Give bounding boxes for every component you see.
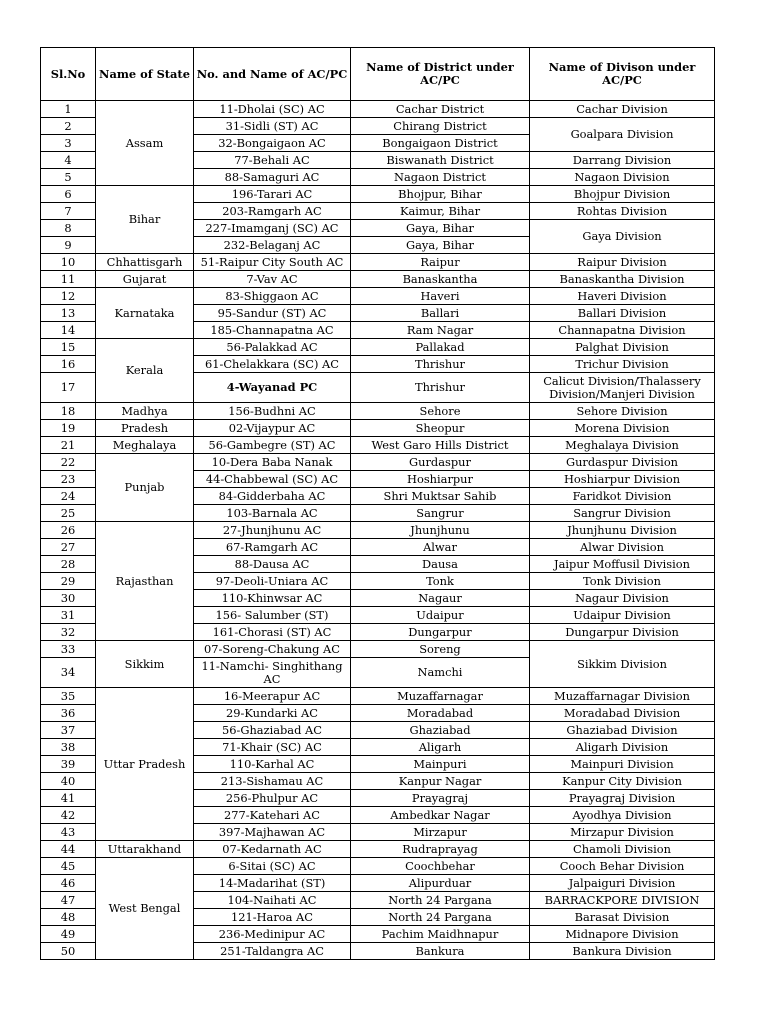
- division-cell: Chamoli Division: [530, 841, 715, 858]
- ac-cell: 56-Palakkad AC: [194, 339, 351, 356]
- division-cell: Udaipur Division: [530, 607, 715, 624]
- ac-cell: 56-Gambegre (ST) AC: [194, 437, 351, 454]
- ac-cell: 6-Sitai (SC) AC: [194, 858, 351, 875]
- state-cell: Kerala: [96, 339, 194, 403]
- sl-cell: 27: [41, 539, 96, 556]
- district-cell: Muzaffarnagar: [351, 688, 530, 705]
- division-cell: Faridkot Division: [530, 488, 715, 505]
- table-row: [41, 271, 715, 288]
- sl-cell: 50: [41, 943, 96, 960]
- sl-cell: 22: [41, 454, 96, 471]
- district-cell: Udaipur: [351, 607, 530, 624]
- district-cell: Sangrur: [351, 505, 530, 522]
- division-cell: Tonk Division: [530, 573, 715, 590]
- district-cell: Alwar: [351, 539, 530, 556]
- ac-cell: 104-Naihati AC: [194, 892, 351, 909]
- ac-cell: 121-Haroa AC: [194, 909, 351, 926]
- district-cell: Haveri: [351, 288, 530, 305]
- ac-cell: 7-Vav AC: [194, 271, 351, 288]
- ac-cell: 71-Khair (SC) AC: [194, 739, 351, 756]
- table-row: [41, 186, 715, 203]
- division-cell: Trichur Division: [530, 356, 715, 373]
- ac-cell: 16-Meerapur AC: [194, 688, 351, 705]
- sl-cell: 26: [41, 522, 96, 539]
- state-cell: Uttar Pradesh: [96, 688, 194, 841]
- district-cell: Cachar District: [351, 101, 530, 118]
- ac-cell: 14-Madarihat (ST): [194, 875, 351, 892]
- state-cell: Bihar: [96, 186, 194, 254]
- sl-cell: 49: [41, 926, 96, 943]
- state-cell: Gujarat: [96, 271, 194, 288]
- division-cell: Banaskantha Division: [530, 271, 715, 288]
- sl-cell: 35: [41, 688, 96, 705]
- division-cell: Sehore Division: [530, 403, 715, 420]
- sl-cell: 46: [41, 875, 96, 892]
- division-cell: Alwar Division: [530, 539, 715, 556]
- division-cell: Nagaur Division: [530, 590, 715, 607]
- ac-cell: 161-Chorasi (ST) AC: [194, 624, 351, 641]
- district-cell: Ram Nagar: [351, 322, 530, 339]
- district-cell: Gaya, Bihar: [351, 220, 530, 237]
- ac-cell: 32-Bongaigaon AC: [194, 135, 351, 152]
- table-row: [41, 403, 715, 420]
- table-row: [41, 454, 715, 471]
- district-cell: Biswanath District: [351, 152, 530, 169]
- district-cell: Dungarpur: [351, 624, 530, 641]
- district-cell: Aligarh: [351, 739, 530, 756]
- sl-cell: 21: [41, 437, 96, 454]
- ac-cell: 56-Ghaziabad AC: [194, 722, 351, 739]
- division-cell: Nagaon Division: [530, 169, 715, 186]
- sl-cell: 31: [41, 607, 96, 624]
- division-cell: Mainpuri Division: [530, 756, 715, 773]
- sl-cell: 40: [41, 773, 96, 790]
- ac-cell: 156- Salumber (ST): [194, 607, 351, 624]
- sl-cell: 41: [41, 790, 96, 807]
- district-cell: North 24 Pargana: [351, 892, 530, 909]
- ac-cell: 95-Sandur (ST) AC: [194, 305, 351, 322]
- district-cell: Nagaur: [351, 590, 530, 607]
- sl-cell: 36: [41, 705, 96, 722]
- state-cell: Assam: [96, 101, 194, 186]
- ac-cell: 88-Dausa AC: [194, 556, 351, 573]
- state-cell: Punjab: [96, 454, 194, 522]
- ac-cell: 67-Ramgarh AC: [194, 539, 351, 556]
- header-state: Name of State: [96, 48, 194, 101]
- table-row: [41, 437, 715, 454]
- state-cell: Uttarakhand: [96, 841, 194, 858]
- sl-cell: 38: [41, 739, 96, 756]
- district-cell: Kaimur, Bihar: [351, 203, 530, 220]
- sl-cell: 37: [41, 722, 96, 739]
- district-cell: Mainpuri: [351, 756, 530, 773]
- ac-cell: 227-Imamganj (SC) AC: [194, 220, 351, 237]
- division-cell: Jhunjhunu Division: [530, 522, 715, 539]
- division-cell: Sangrur Division: [530, 505, 715, 522]
- ac-cell: 103-Barnala AC: [194, 505, 351, 522]
- ac-cell: 110-Karhal AC: [194, 756, 351, 773]
- division-cell: Haveri Division: [530, 288, 715, 305]
- district-cell: West Garo Hills District: [351, 437, 530, 454]
- district-cell: Mirzapur: [351, 824, 530, 841]
- state-cell: Meghalaya: [96, 437, 194, 454]
- ac-cell: 232-Belaganj AC: [194, 237, 351, 254]
- sl-cell: 23: [41, 471, 96, 488]
- ac-cell: 07-Soreng-Chakung AC: [194, 641, 351, 658]
- table-row: [41, 522, 715, 539]
- ac-cell: 251-Taldangra AC: [194, 943, 351, 960]
- district-cell: Nagaon District: [351, 169, 530, 186]
- ac-cell: 02-Vijaypur AC: [194, 420, 351, 437]
- division-line-2: Division/Manjeri Division: [549, 386, 695, 401]
- ac-cell: 4-Wayanad PC: [194, 373, 351, 403]
- sl-cell: 13: [41, 305, 96, 322]
- ac-cell: 397-Majhawan AC: [194, 824, 351, 841]
- sl-cell: 8: [41, 220, 96, 237]
- sl-cell: 18: [41, 403, 96, 420]
- division-cell: Cooch Behar Division: [530, 858, 715, 875]
- division-cell: Bhojpur Division: [530, 186, 715, 203]
- division-cell: Sikkim Division: [530, 641, 715, 688]
- district-cell: Coochbehar: [351, 858, 530, 875]
- table-row: [41, 688, 715, 705]
- district-cell: Ambedkar Nagar: [351, 807, 530, 824]
- district-cell: Moradabad: [351, 705, 530, 722]
- ac-cell: 277-Katehari AC: [194, 807, 351, 824]
- district-cell: Pachim Maidhnapur: [351, 926, 530, 943]
- district-cell: Kanpur Nagar: [351, 773, 530, 790]
- table-row: [41, 841, 715, 858]
- division-cell: Kanpur City Division: [530, 773, 715, 790]
- sl-cell: 44: [41, 841, 96, 858]
- ac-cell: 236-Medinipur AC: [194, 926, 351, 943]
- header-division: Name of Divison under AC/PC: [530, 48, 715, 101]
- sl-cell: 6: [41, 186, 96, 203]
- table-row: [41, 254, 715, 271]
- header-ac-pc: No. and Name of AC/PC: [194, 48, 351, 101]
- division-cell: Rohtas Division: [530, 203, 715, 220]
- division-cell: Moradabad Division: [530, 705, 715, 722]
- district-cell: Gaya, Bihar: [351, 237, 530, 254]
- sl-cell: 42: [41, 807, 96, 824]
- sl-cell: 1: [41, 101, 96, 118]
- sl-cell: 12: [41, 288, 96, 305]
- table-header-row: [41, 48, 715, 101]
- sl-cell: 32: [41, 624, 96, 641]
- state-cell: Karnataka: [96, 288, 194, 339]
- table-row: [41, 339, 715, 356]
- division-cell: Barasat Division: [530, 909, 715, 926]
- sl-cell: 29: [41, 573, 96, 590]
- division-line-1: Calicut Division/Thalassery: [543, 373, 701, 388]
- division-cell: Meghalaya Division: [530, 437, 715, 454]
- division-cell: Raipur Division: [530, 254, 715, 271]
- district-cell: Sheopur: [351, 420, 530, 437]
- division-cell: Muzaffarnagar Division: [530, 688, 715, 705]
- ac-cell: 31-Sidli (ST) AC: [194, 118, 351, 135]
- district-cell: Ghaziabad: [351, 722, 530, 739]
- state-cell: Pradesh: [96, 420, 194, 437]
- district-cell: North 24 Pargana: [351, 909, 530, 926]
- ac-cell: 185-Channapatna AC: [194, 322, 351, 339]
- district-cell: Banaskantha: [351, 271, 530, 288]
- ac-cell: 11-Dholai (SC) AC: [194, 101, 351, 118]
- division-cell: Ayodhya Division: [530, 807, 715, 824]
- division-cell: Cachar Division: [530, 101, 715, 118]
- division-cell: Morena Division: [530, 420, 715, 437]
- sl-cell: 15: [41, 339, 96, 356]
- sl-cell: 2: [41, 118, 96, 135]
- table-row: [41, 101, 715, 118]
- ac-cell: 84-Gidderbaha AC: [194, 488, 351, 505]
- sl-cell: 34: [41, 658, 96, 688]
- sl-cell: 39: [41, 756, 96, 773]
- district-cell: Sehore: [351, 403, 530, 420]
- sl-cell: 30: [41, 590, 96, 607]
- division-cell: Ghaziabad Division: [530, 722, 715, 739]
- sl-cell: 14: [41, 322, 96, 339]
- table-row: [41, 641, 715, 658]
- sl-cell: 19: [41, 420, 96, 437]
- sl-cell: 16: [41, 356, 96, 373]
- sl-cell: 43: [41, 824, 96, 841]
- division-cell: Ballari Division: [530, 305, 715, 322]
- ac-cell: 77-Behali AC: [194, 152, 351, 169]
- district-cell: Rudraprayag: [351, 841, 530, 858]
- ac-cell: 213-Sishamau AC: [194, 773, 351, 790]
- ac-cell: 256-Phulpur AC: [194, 790, 351, 807]
- district-cell: Shri Muktsar Sahib: [351, 488, 530, 505]
- division-cell: [530, 373, 715, 403]
- district-cell: Gurdaspur: [351, 454, 530, 471]
- ac-cell: 83-Shiggaon AC: [194, 288, 351, 305]
- bye-election-table: [40, 47, 715, 960]
- state-cell: Sikkim: [96, 641, 194, 688]
- sl-cell: 47: [41, 892, 96, 909]
- division-cell: Bankura Division: [530, 943, 715, 960]
- table-row: [41, 420, 715, 437]
- sl-cell: 48: [41, 909, 96, 926]
- ac-cell: 07-Kedarnath AC: [194, 841, 351, 858]
- sl-cell: 17: [41, 373, 96, 403]
- state-cell: Chhattisgarh: [96, 254, 194, 271]
- ac-cell: 11-Namchi- Singhithang AC: [194, 658, 351, 688]
- header-district: Name of District under AC/PC: [351, 48, 530, 101]
- ac-cell: 29-Kundarki AC: [194, 705, 351, 722]
- sl-cell: 25: [41, 505, 96, 522]
- division-cell: Jaipur Moffusil Division: [530, 556, 715, 573]
- state-cell: Rajasthan: [96, 522, 194, 641]
- district-cell: Jhunjhunu: [351, 522, 530, 539]
- header-sl-no: Sl.No: [41, 48, 96, 101]
- ac-cell: 97-Deoli-Uniara AC: [194, 573, 351, 590]
- ac-cell: 10-Dera Baba Nanak: [194, 454, 351, 471]
- division-cell: Aligarh Division: [530, 739, 715, 756]
- sl-cell: 45: [41, 858, 96, 875]
- district-cell: Ballari: [351, 305, 530, 322]
- district-cell: Tonk: [351, 573, 530, 590]
- sl-cell: 3: [41, 135, 96, 152]
- district-cell: Thrishur: [351, 356, 530, 373]
- ac-cell: 156-Budhni AC: [194, 403, 351, 420]
- sl-cell: 28: [41, 556, 96, 573]
- division-cell: Palghat Division: [530, 339, 715, 356]
- sl-cell: 11: [41, 271, 96, 288]
- district-cell: Dausa: [351, 556, 530, 573]
- table-row: [41, 858, 715, 875]
- district-cell: Namchi: [351, 658, 530, 688]
- division-cell: Midnapore Division: [530, 926, 715, 943]
- sl-cell: 5: [41, 169, 96, 186]
- district-cell: Soreng: [351, 641, 530, 658]
- division-cell: Jalpaiguri Division: [530, 875, 715, 892]
- ac-cell: 51-Raipur City South AC: [194, 254, 351, 271]
- ac-cell: 196-Tarari AC: [194, 186, 351, 203]
- sl-cell: 4: [41, 152, 96, 169]
- sl-cell: 24: [41, 488, 96, 505]
- ac-cell: 27-Jhunjhunu AC: [194, 522, 351, 539]
- table-row: [41, 288, 715, 305]
- district-cell: Alipurduar: [351, 875, 530, 892]
- division-cell: Channapatna Division: [530, 322, 715, 339]
- division-cell: Gurdaspur Division: [530, 454, 715, 471]
- division-cell: Hoshiarpur Division: [530, 471, 715, 488]
- district-cell: Raipur: [351, 254, 530, 271]
- district-cell: Bankura: [351, 943, 530, 960]
- sl-cell: 9: [41, 237, 96, 254]
- ac-cell: 44-Chabbewal (SC) AC: [194, 471, 351, 488]
- ac-cell: 61-Chelakkara (SC) AC: [194, 356, 351, 373]
- district-cell: Thrishur: [351, 373, 530, 403]
- division-cell: Darrang Division: [530, 152, 715, 169]
- state-cell: Madhya: [96, 403, 194, 420]
- state-cell: West Bengal: [96, 858, 194, 960]
- division-cell: Prayagraj Division: [530, 790, 715, 807]
- ac-cell: 88-Samaguri AC: [194, 169, 351, 186]
- district-cell: Chirang District: [351, 118, 530, 135]
- sl-cell: 7: [41, 203, 96, 220]
- sl-cell: 33: [41, 641, 96, 658]
- division-cell: Dungarpur Division: [530, 624, 715, 641]
- ac-cell: 110-Khinwsar AC: [194, 590, 351, 607]
- district-cell: Pallakad: [351, 339, 530, 356]
- ac-cell: 203-Ramgarh AC: [194, 203, 351, 220]
- district-cell: Bongaigaon District: [351, 135, 530, 152]
- sl-cell: 10: [41, 254, 96, 271]
- division-cell: Goalpara Division: [530, 118, 715, 152]
- division-cell: Mirzapur Division: [530, 824, 715, 841]
- district-cell: Hoshiarpur: [351, 471, 530, 488]
- division-cell: BARRACKPORE DIVISION: [530, 892, 715, 909]
- division-cell: Gaya Division: [530, 220, 715, 254]
- district-cell: Bhojpur, Bihar: [351, 186, 530, 203]
- district-cell: Prayagraj: [351, 790, 530, 807]
